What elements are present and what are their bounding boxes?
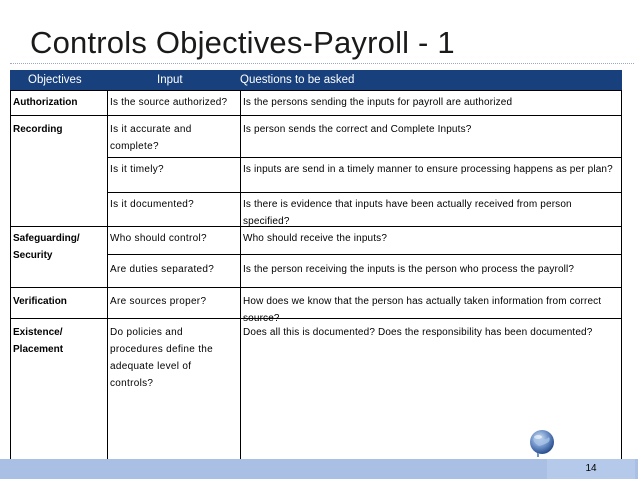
row-divider — [107, 157, 621, 158]
question-cell: Is the person receiving the inputs is the person who process the payroll? — [243, 264, 575, 275]
objective-cell: Existence/ Placement — [13, 327, 64, 355]
objective-cell: Verification — [13, 296, 67, 307]
header-questions: Questions to be asked — [240, 74, 355, 86]
column-divider — [107, 91, 108, 464]
question-cell: Who should receive the inputs? — [243, 233, 388, 244]
question-cell: Is there is evidence that inputs have been actually received from person specified? — [243, 199, 572, 227]
table-body — [10, 90, 622, 465]
page-number: 14 — [547, 459, 635, 479]
table-header — [10, 70, 622, 90]
column-divider — [240, 91, 241, 464]
objective-cell: Safeguarding/ Security — [13, 233, 80, 261]
row-divider — [107, 254, 621, 255]
question-cell: How does we know that the person has actually taken information from correct source? — [243, 296, 602, 324]
input-cell: Is the source authorized? — [110, 97, 228, 108]
globe-icon — [527, 428, 557, 458]
header-input: Input — [157, 74, 183, 86]
question-cell: Is inputs are send in a timely manner to ensure processing happens as per plan? — [243, 164, 613, 175]
input-cell: Are sources proper? — [110, 296, 207, 307]
input-cell: Is it accurate and complete? — [110, 124, 192, 152]
input-cell: Who should control? — [110, 233, 207, 244]
question-cell: Does all this is documented? Does the responsibility has been documented? — [243, 327, 593, 338]
row-divider — [11, 115, 621, 116]
question-cell: Is person sends the correct and Complete Inputs? — [243, 124, 472, 135]
objective-cell: Recording — [13, 124, 63, 135]
input-cell: Are duties separated? — [110, 264, 215, 275]
question-cell: Is the persons sending the inputs for payroll are authorized — [243, 97, 513, 108]
input-cell: Do policies and procedures define the adequate level of controls? — [110, 327, 214, 389]
title-divider — [10, 63, 634, 64]
input-cell: Is it timely? — [110, 164, 164, 175]
footer-bar — [0, 459, 638, 479]
objective-cell: Authorization — [13, 97, 78, 108]
header-objectives: Objectives — [28, 74, 82, 86]
input-cell: Is it documented? — [110, 199, 195, 210]
row-divider — [107, 192, 621, 193]
row-divider — [11, 287, 621, 288]
slide-title: Controls Objectives-Payroll - 1 — [30, 25, 455, 60]
